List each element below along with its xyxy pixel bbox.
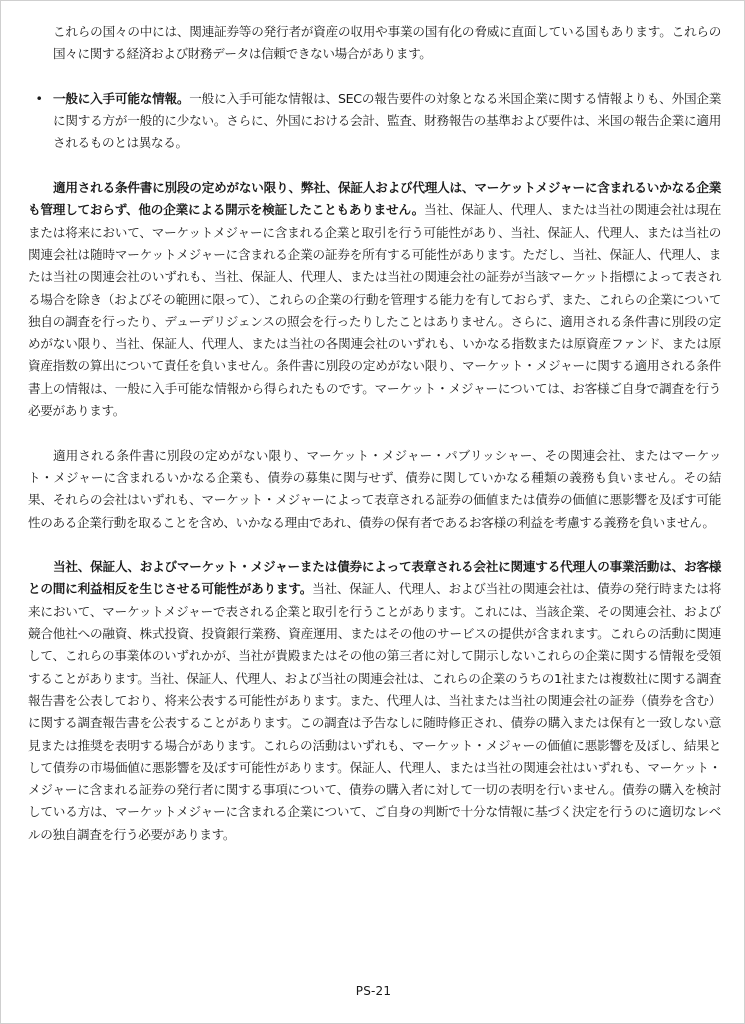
bullet-heading: 一般に入手可能な情報。 — [53, 90, 190, 106]
bullet-item-public-info — [28, 88, 721, 155]
paragraph-market-measure-control — [28, 177, 721, 422]
bullet-icon: • — [35, 90, 43, 106]
page-number: PS-21 — [355, 984, 392, 998]
paragraph-body: 当社、保証人、代理人、または当社の関連会社は現在または将来において、マーケットメジャーに含まれる企業と取引を行う可能性があり、当社、保証人、代理人、または当社の関連会社は随時マーケットメジャーに含まれる企業の証券を所有する可能性があります。ただし、当社、保証人、代理人、または当社の関連会社のいずれも、当社、保証人、代理人、または当社の関連会社の証券が当該マーケット指標によって表される場合を除き（およびその範囲に限って）、これらの企業の行動を管理する能力を有しておらず、また、これらの企業について独自の調査を行ったり、デューデリジェンスの照会を行ったりしたことはありません。さらに、適用される条件書に別段の定めがない限り、当社、保証人、代理人、または当社の各関連会社のいずれも、いかなる指数または原資産ファンド、または原資産指数の算出について責任を負いません。条件書に別段の定めがない限り、マーケット・メジャーに関する適用される条件書上の情報は、一般に入手可能な情報から得られたものです。マーケット・メジャーについては、お客様ご自身で調査を行う必要があります。 — [28, 202, 721, 419]
bullet-text — [53, 88, 721, 155]
paragraph-heading: 適用される条件書に別段の定めがない限り、弊社、保証人および代理人は、マーケットメジャーに含まれるいかなる企業も管理しておらず、他の企業による開示を検証したこともありません。 — [28, 180, 721, 218]
paragraph-body: 当社、保証人、代理人、および当社の関連会社は、債券の発行時または将来において、マーケットメジャーで表される企業と取引を行うことがあります。これには、当該企業、その関連会社、および競合他社への融資、株式投資、投資銀行業務、資産運用、またはその他のサービスの提供が含まれます。これらの活動に関連して、これらの事業体のいずれかが、当社が貴殿またはその他の第三者に対して開示しないこれらの企業に関する情報を受領することがあります。当社、保証人、代理人、および当社の関連会社は、これらの企業のうちの1社または複数社に関する調査報告書を公表しており、将来公表する可能性があります。また、代理人は、当社または当社の関連会社の証券（債券を含む）に関する調査報告書を公表することがあります。この調査は予告なしに随時修正され、債券の購入または保有と一致しない意見または推奨を表明する場合があります。これらの活動はいずれも、マーケット・メジャーの価値に悪影響を及ぼし、結果として債券の市場価値に悪影響を及ぼす可能性があります。保証人、代理人、または当社の関連会社はいずれも、マーケット・メジャーに含まれる証券の発行者に関する事項について、債券の購入者に対して一切の表明を行いません。債券の購入を検討している方は、マーケットメジャーに含まれる企業について、ご自身の判断で十分な情報に基づく決定を行うのに適切なレベルの独自調査を行う必要があります。 — [28, 581, 721, 842]
paragraph-conflicts-of-interest — [28, 556, 721, 846]
bullet-body: 一般に入手可能な情報は、SECの報告要件の対象となる米国企業に関する情報よりも、外国企業に関する方が一般的に少ない。さらに、外国における会計、監査、財務報告の基準および要件は、米国の報告企業に適用されるものとは異なる。 — [53, 90, 721, 151]
document-body — [28, 21, 721, 846]
paragraph-heading: 当社、保証人、およびマーケット・メジャーまたは債券によって表章される会社に関連する代理人の事業活動は、お客様との間に利益相反を生じさせる可能性があります。 — [28, 559, 721, 597]
intro-continuation: これらの国々の中には、関連証券等の発行者が資産の収用や事業の国有化の脅威に直面している国もあります。これらの国々に関する経済および財務データは信頼できない場合があります。 — [53, 24, 721, 62]
paragraph-publisher-obligations — [28, 445, 721, 534]
paragraph-body: 適用される条件書に別段の定めがない限り、マーケット・メジャー・パブリッシャー、その関連会社、またはマーケット・メジャーに含まれるいかなる企業も、債券の募集に関与せず、債券に関していかなる種類の義務も負いません。その結果、それらの会社はいずれも、マーケット・メジャーによって表章される証券の価値または債券の価値に悪影響を及ぼす可能性のある企業行動を取ることを含め、いかなる理由であれ、債券の保有者であるお客様の利益を考慮する義務を負いません。 — [28, 447, 721, 530]
